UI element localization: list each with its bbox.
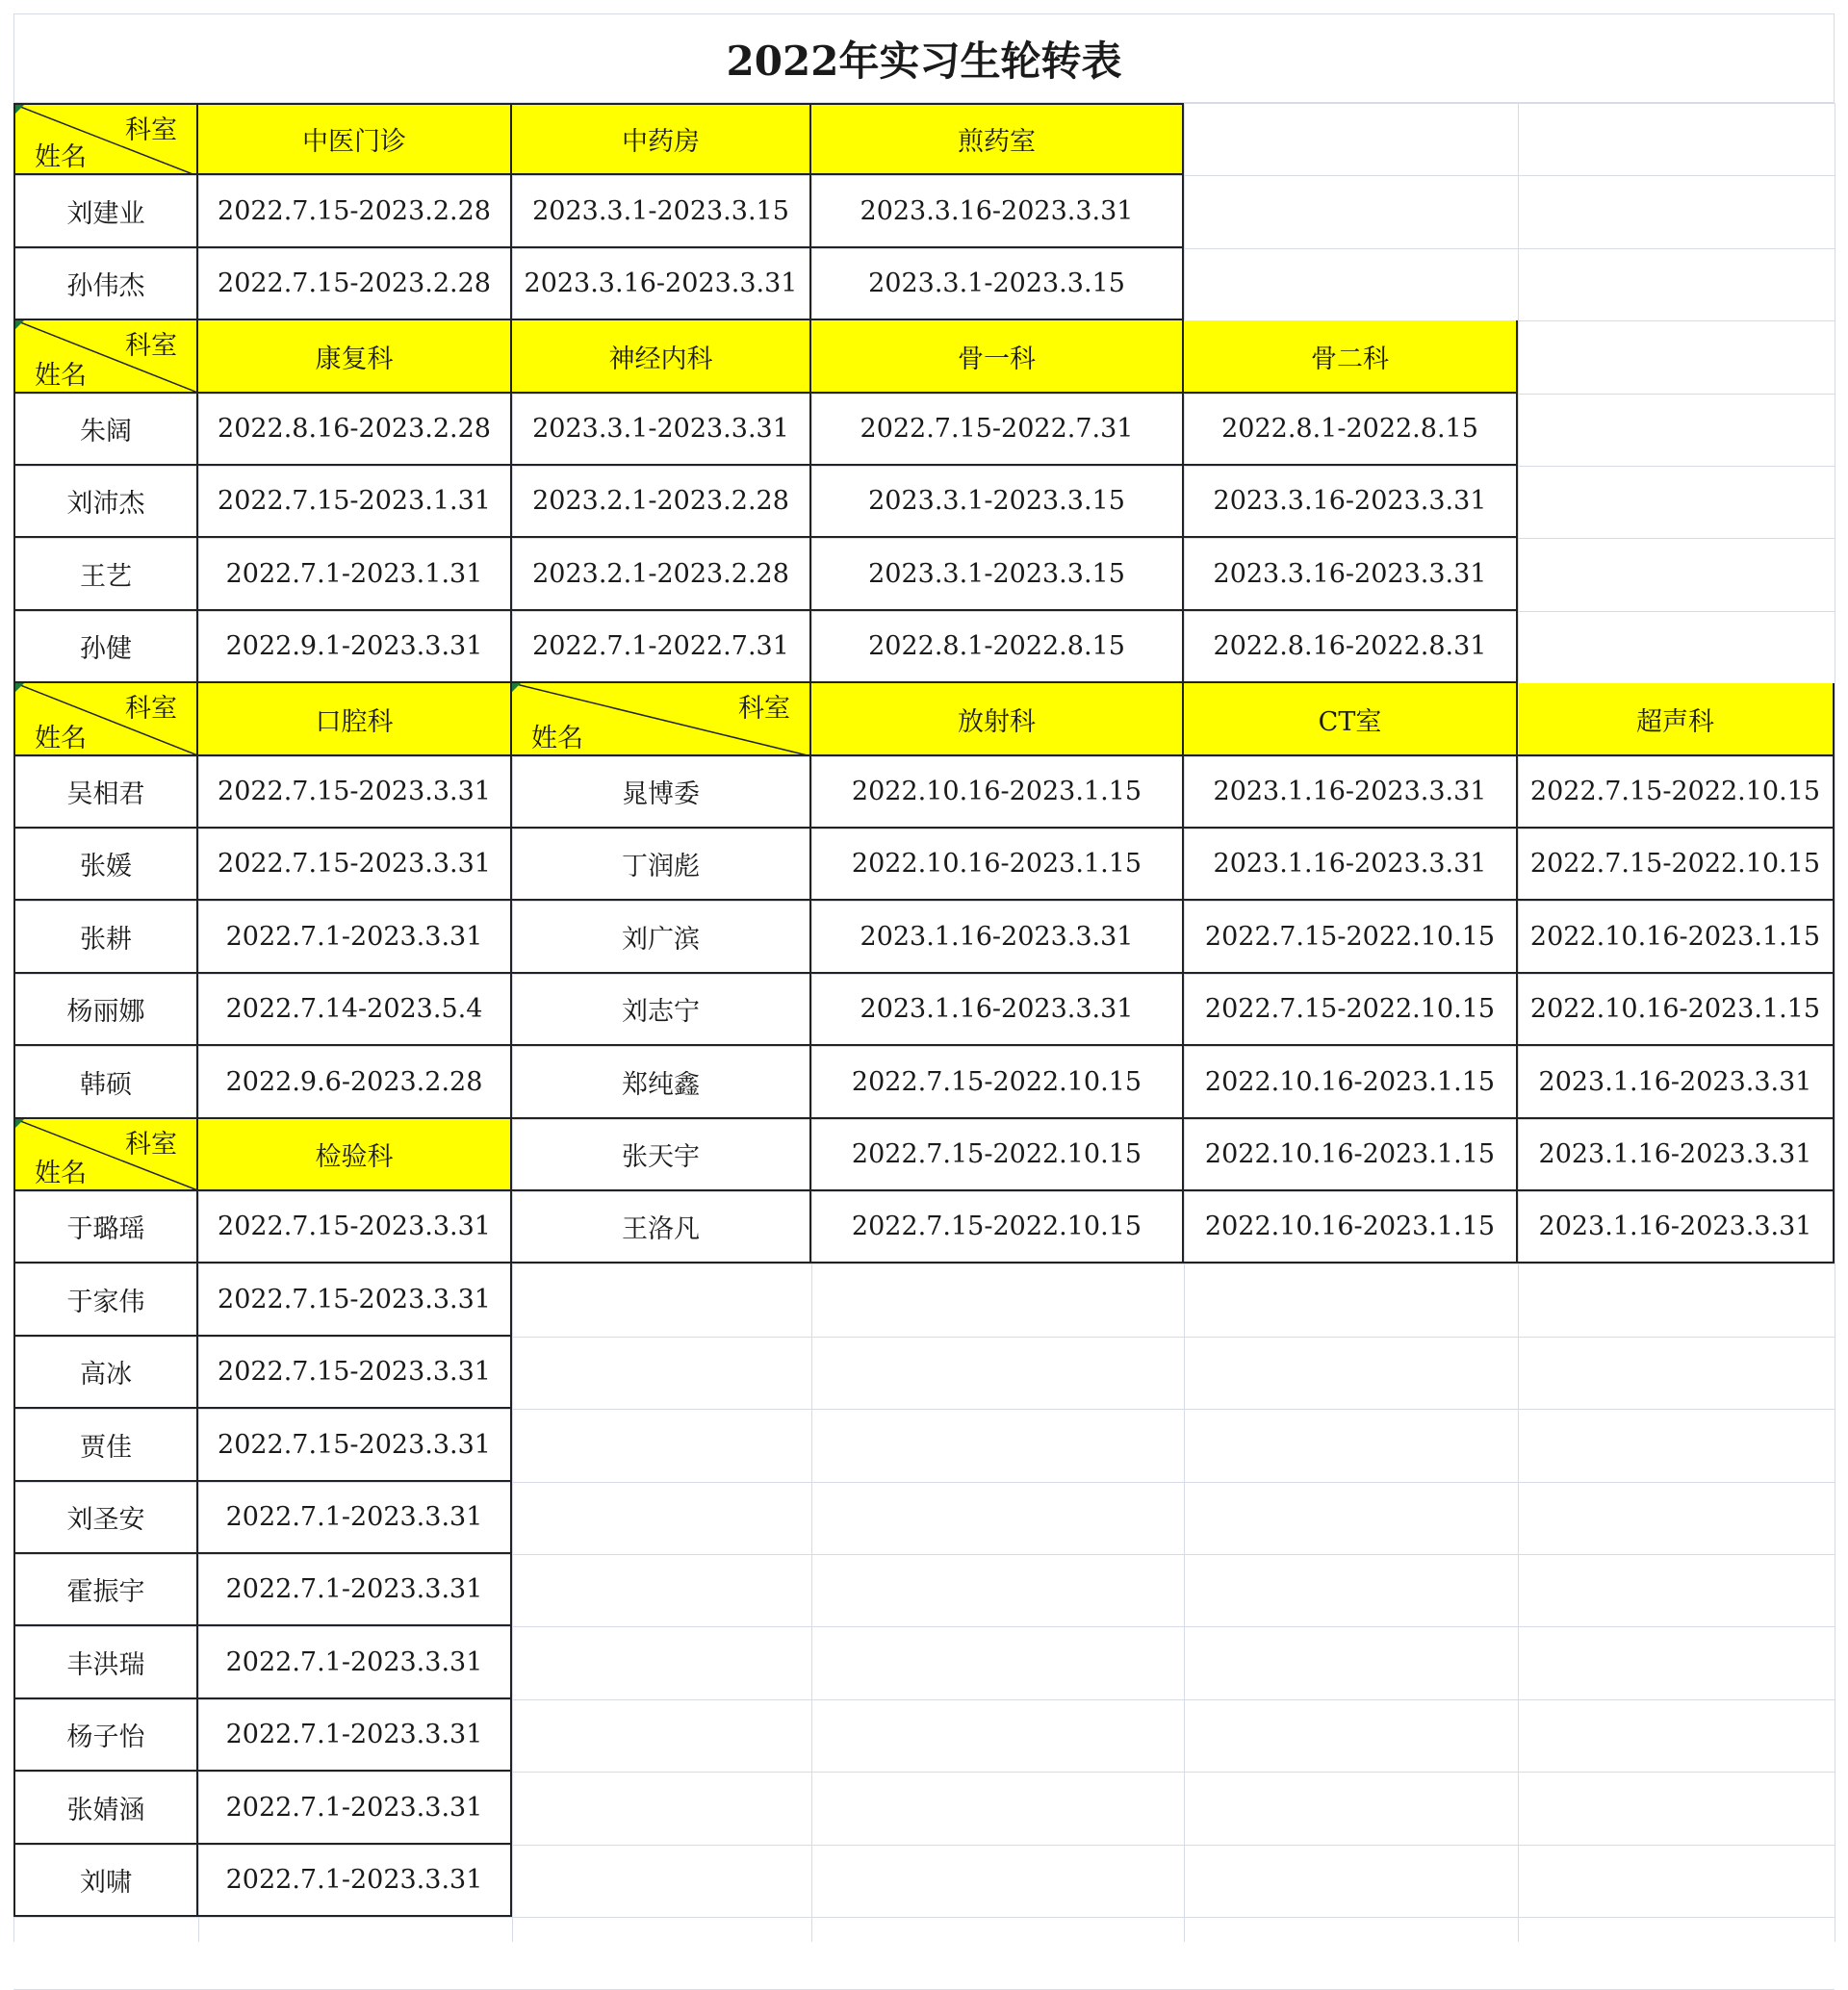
corner-name-label: 姓名 (35, 361, 87, 391)
dept-header-cell: 超声科 (1518, 683, 1835, 756)
dept-header-cell: 骨一科 (811, 320, 1184, 394)
rotation-date-cell: 2022.7.15-2023.3.31 (198, 1191, 512, 1263)
rotation-date-cell: 2022.7.15-2022.7.31 (811, 394, 1184, 466)
intern-name-cell: 霍振宇 (13, 1554, 198, 1626)
rotation-date-cell: 2022.7.1-2022.7.31 (512, 611, 811, 683)
dept-header-cell: CT室 (1184, 683, 1518, 756)
rotation-date-cell: 2023.1.16-2023.3.31 (811, 901, 1184, 974)
corner-header-cell (13, 320, 198, 394)
intern-name-cell: 吴相君 (13, 756, 198, 829)
dept-header-cell: 神经内科 (512, 320, 811, 394)
cell-comment-marker (15, 105, 24, 114)
rotation-date-cell: 2023.3.16-2023.3.31 (1184, 538, 1518, 611)
dept-header-cell: 口腔科 (198, 683, 512, 756)
intern-name-cell: 杨丽娜 (13, 974, 198, 1046)
corner-header-cell (512, 683, 811, 756)
rotation-date-cell: 2022.7.15-2022.10.15 (1518, 829, 1835, 901)
gridline (13, 1917, 1835, 1918)
rotation-date-cell: 2022.7.1-2023.3.31 (198, 1554, 512, 1626)
corner-dept-label: 科室 (125, 115, 177, 145)
intern-name-cell: 郑纯鑫 (512, 1046, 811, 1119)
rotation-date-cell: 2022.10.16-2023.1.15 (811, 829, 1184, 901)
corner-header-cell (13, 683, 198, 756)
intern-name-cell: 张婧涵 (13, 1772, 198, 1845)
rotation-date-cell: 2022.7.15-2023.3.31 (198, 1409, 512, 1482)
rotation-date-cell: 2022.10.16-2023.1.15 (1518, 974, 1835, 1046)
rotation-date-cell: 2023.1.16-2023.3.31 (1518, 1046, 1835, 1119)
rotation-date-cell: 2022.8.1-2022.8.15 (811, 611, 1184, 683)
rotation-date-cell: 2022.7.15-2023.2.28 (198, 175, 512, 248)
rotation-date-cell: 2023.1.16-2023.3.31 (1184, 756, 1518, 829)
rotation-date-cell: 2022.7.1-2023.3.31 (198, 1626, 512, 1699)
intern-name-cell: 刘啸 (13, 1845, 198, 1917)
rotation-date-cell: 2022.7.15-2022.10.15 (811, 1046, 1184, 1119)
intern-name-cell: 张天宇 (512, 1119, 811, 1191)
intern-name-cell: 杨子怡 (13, 1699, 198, 1772)
dept-header-cell: 放射科 (811, 683, 1184, 756)
cell-comment-marker (15, 683, 24, 692)
rotation-date-cell: 2022.10.16-2023.1.15 (811, 756, 1184, 829)
rotation-date-cell: 2023.3.16-2023.3.31 (512, 248, 811, 320)
rotation-date-cell: 2023.3.16-2023.3.31 (1184, 466, 1518, 538)
rotation-date-cell: 2022.7.1-2023.1.31 (198, 538, 512, 611)
intern-name-cell: 孙伟杰 (13, 248, 198, 320)
intern-name-cell: 韩硕 (13, 1046, 198, 1119)
rotation-date-cell: 2022.7.15-2023.3.31 (198, 1263, 512, 1337)
intern-name-cell: 于璐瑶 (13, 1191, 198, 1263)
rotation-date-cell: 2022.7.15-2022.10.15 (811, 1119, 1184, 1191)
rotation-date-cell: 2023.3.16-2023.3.31 (811, 175, 1184, 248)
intern-name-cell: 刘圣安 (13, 1482, 198, 1554)
corner-header-cell (13, 103, 198, 175)
rotation-date-cell: 2023.3.1-2023.3.15 (811, 248, 1184, 320)
intern-name-cell: 刘建业 (13, 175, 198, 248)
corner-name-label: 姓名 (35, 1159, 87, 1188)
rotation-date-cell: 2022.7.15-2023.3.31 (198, 756, 512, 829)
intern-name-cell: 于家伟 (13, 1263, 198, 1337)
rotation-date-cell: 2023.1.16-2023.3.31 (811, 974, 1184, 1046)
intern-name-cell: 朱阔 (13, 394, 198, 466)
dept-header-cell: 中药房 (512, 103, 811, 175)
intern-name-cell: 丰洪瑞 (13, 1626, 198, 1699)
sheet-title: 2022年实习生轮转表 (13, 13, 1835, 103)
intern-name-cell: 王艺 (13, 538, 198, 611)
rotation-date-cell: 2023.2.1-2023.2.28 (512, 538, 811, 611)
corner-dept-label: 科室 (738, 694, 790, 724)
rotation-date-cell: 2023.3.1-2023.3.31 (512, 394, 811, 466)
rotation-date-cell: 2023.1.16-2023.3.31 (1518, 1119, 1835, 1191)
rotation-date-cell: 2022.7.1-2023.3.31 (198, 1845, 512, 1917)
cell-comment-marker (512, 683, 521, 692)
intern-name-cell: 张媛 (13, 829, 198, 901)
rotation-date-cell: 2022.10.16-2023.1.15 (1184, 1046, 1518, 1119)
cell-comment-marker (15, 1119, 24, 1128)
rotation-date-cell: 2022.7.1-2023.3.31 (198, 901, 512, 974)
intern-name-cell: 刘志宁 (512, 974, 811, 1046)
rotation-date-cell: 2022.7.15-2023.1.31 (198, 466, 512, 538)
rotation-date-cell: 2023.3.1-2023.3.15 (811, 466, 1184, 538)
rotation-date-cell: 2022.10.16-2023.1.15 (1184, 1191, 1518, 1263)
intern-name-cell: 刘广滨 (512, 901, 811, 974)
rotation-date-cell: 2022.7.15-2023.2.28 (198, 248, 512, 320)
rotation-date-cell: 2022.9.1-2023.3.31 (198, 611, 512, 683)
intern-name-cell: 贾佳 (13, 1409, 198, 1482)
rotation-date-cell: 2022.7.1-2023.3.31 (198, 1699, 512, 1772)
intern-name-cell: 高冰 (13, 1337, 198, 1409)
rotation-date-cell: 2022.8.16-2022.8.31 (1184, 611, 1518, 683)
rotation-date-cell: 2022.7.14-2023.5.4 (198, 974, 512, 1046)
rotation-date-cell: 2022.7.15-2023.3.31 (198, 1337, 512, 1409)
corner-dept-label: 科室 (125, 331, 177, 361)
rotation-date-cell: 2022.7.1-2023.3.31 (198, 1772, 512, 1845)
corner-name-label: 姓名 (35, 724, 87, 753)
intern-name-cell: 王洛凡 (512, 1191, 811, 1263)
rotation-date-cell: 2022.7.1-2023.3.31 (198, 1482, 512, 1554)
rotation-date-cell: 2023.3.1-2023.3.15 (512, 175, 811, 248)
intern-name-cell: 张耕 (13, 901, 198, 974)
rotation-date-cell: 2022.9.6-2023.2.28 (198, 1046, 512, 1119)
dept-header-cell: 康复科 (198, 320, 512, 394)
corner-dept-label: 科室 (125, 694, 177, 724)
rotation-date-cell: 2023.2.1-2023.2.28 (512, 466, 811, 538)
intern-name-cell: 孙健 (13, 611, 198, 683)
rotation-date-cell: 2022.10.16-2023.1.15 (1518, 901, 1835, 974)
rotation-date-cell: 2022.7.15-2022.10.15 (811, 1191, 1184, 1263)
corner-name-label: 姓名 (531, 724, 583, 753)
intern-name-cell: 刘沛杰 (13, 466, 198, 538)
dept-header-cell: 检验科 (198, 1119, 512, 1191)
corner-header-cell (13, 1119, 198, 1191)
rotation-date-cell: 2022.7.15-2022.10.15 (1184, 974, 1518, 1046)
rotation-date-cell: 2023.1.16-2023.3.31 (1518, 1191, 1835, 1263)
rotation-date-cell: 2023.1.16-2023.3.31 (1184, 829, 1518, 901)
corner-dept-label: 科室 (125, 1130, 177, 1160)
rotation-date-cell: 2022.10.16-2023.1.15 (1184, 1119, 1518, 1191)
dept-header-cell: 中医门诊 (198, 103, 512, 175)
cell-comment-marker (15, 320, 24, 329)
dept-header-cell: 骨二科 (1184, 320, 1518, 394)
rotation-date-cell: 2022.8.16-2023.2.28 (198, 394, 512, 466)
intern-name-cell: 丁润彪 (512, 829, 811, 901)
rotation-date-cell: 2023.3.1-2023.3.15 (811, 538, 1184, 611)
corner-name-label: 姓名 (35, 142, 87, 172)
rotation-date-cell: 2022.7.15-2022.10.15 (1518, 756, 1835, 829)
rotation-date-cell: 2022.7.15-2023.3.31 (198, 829, 512, 901)
rotation-date-cell: 2022.7.15-2022.10.15 (1184, 901, 1518, 974)
intern-name-cell: 晁博委 (512, 756, 811, 829)
dept-header-cell: 煎药室 (811, 103, 1184, 175)
rotation-date-cell: 2022.8.1-2022.8.15 (1184, 394, 1518, 466)
